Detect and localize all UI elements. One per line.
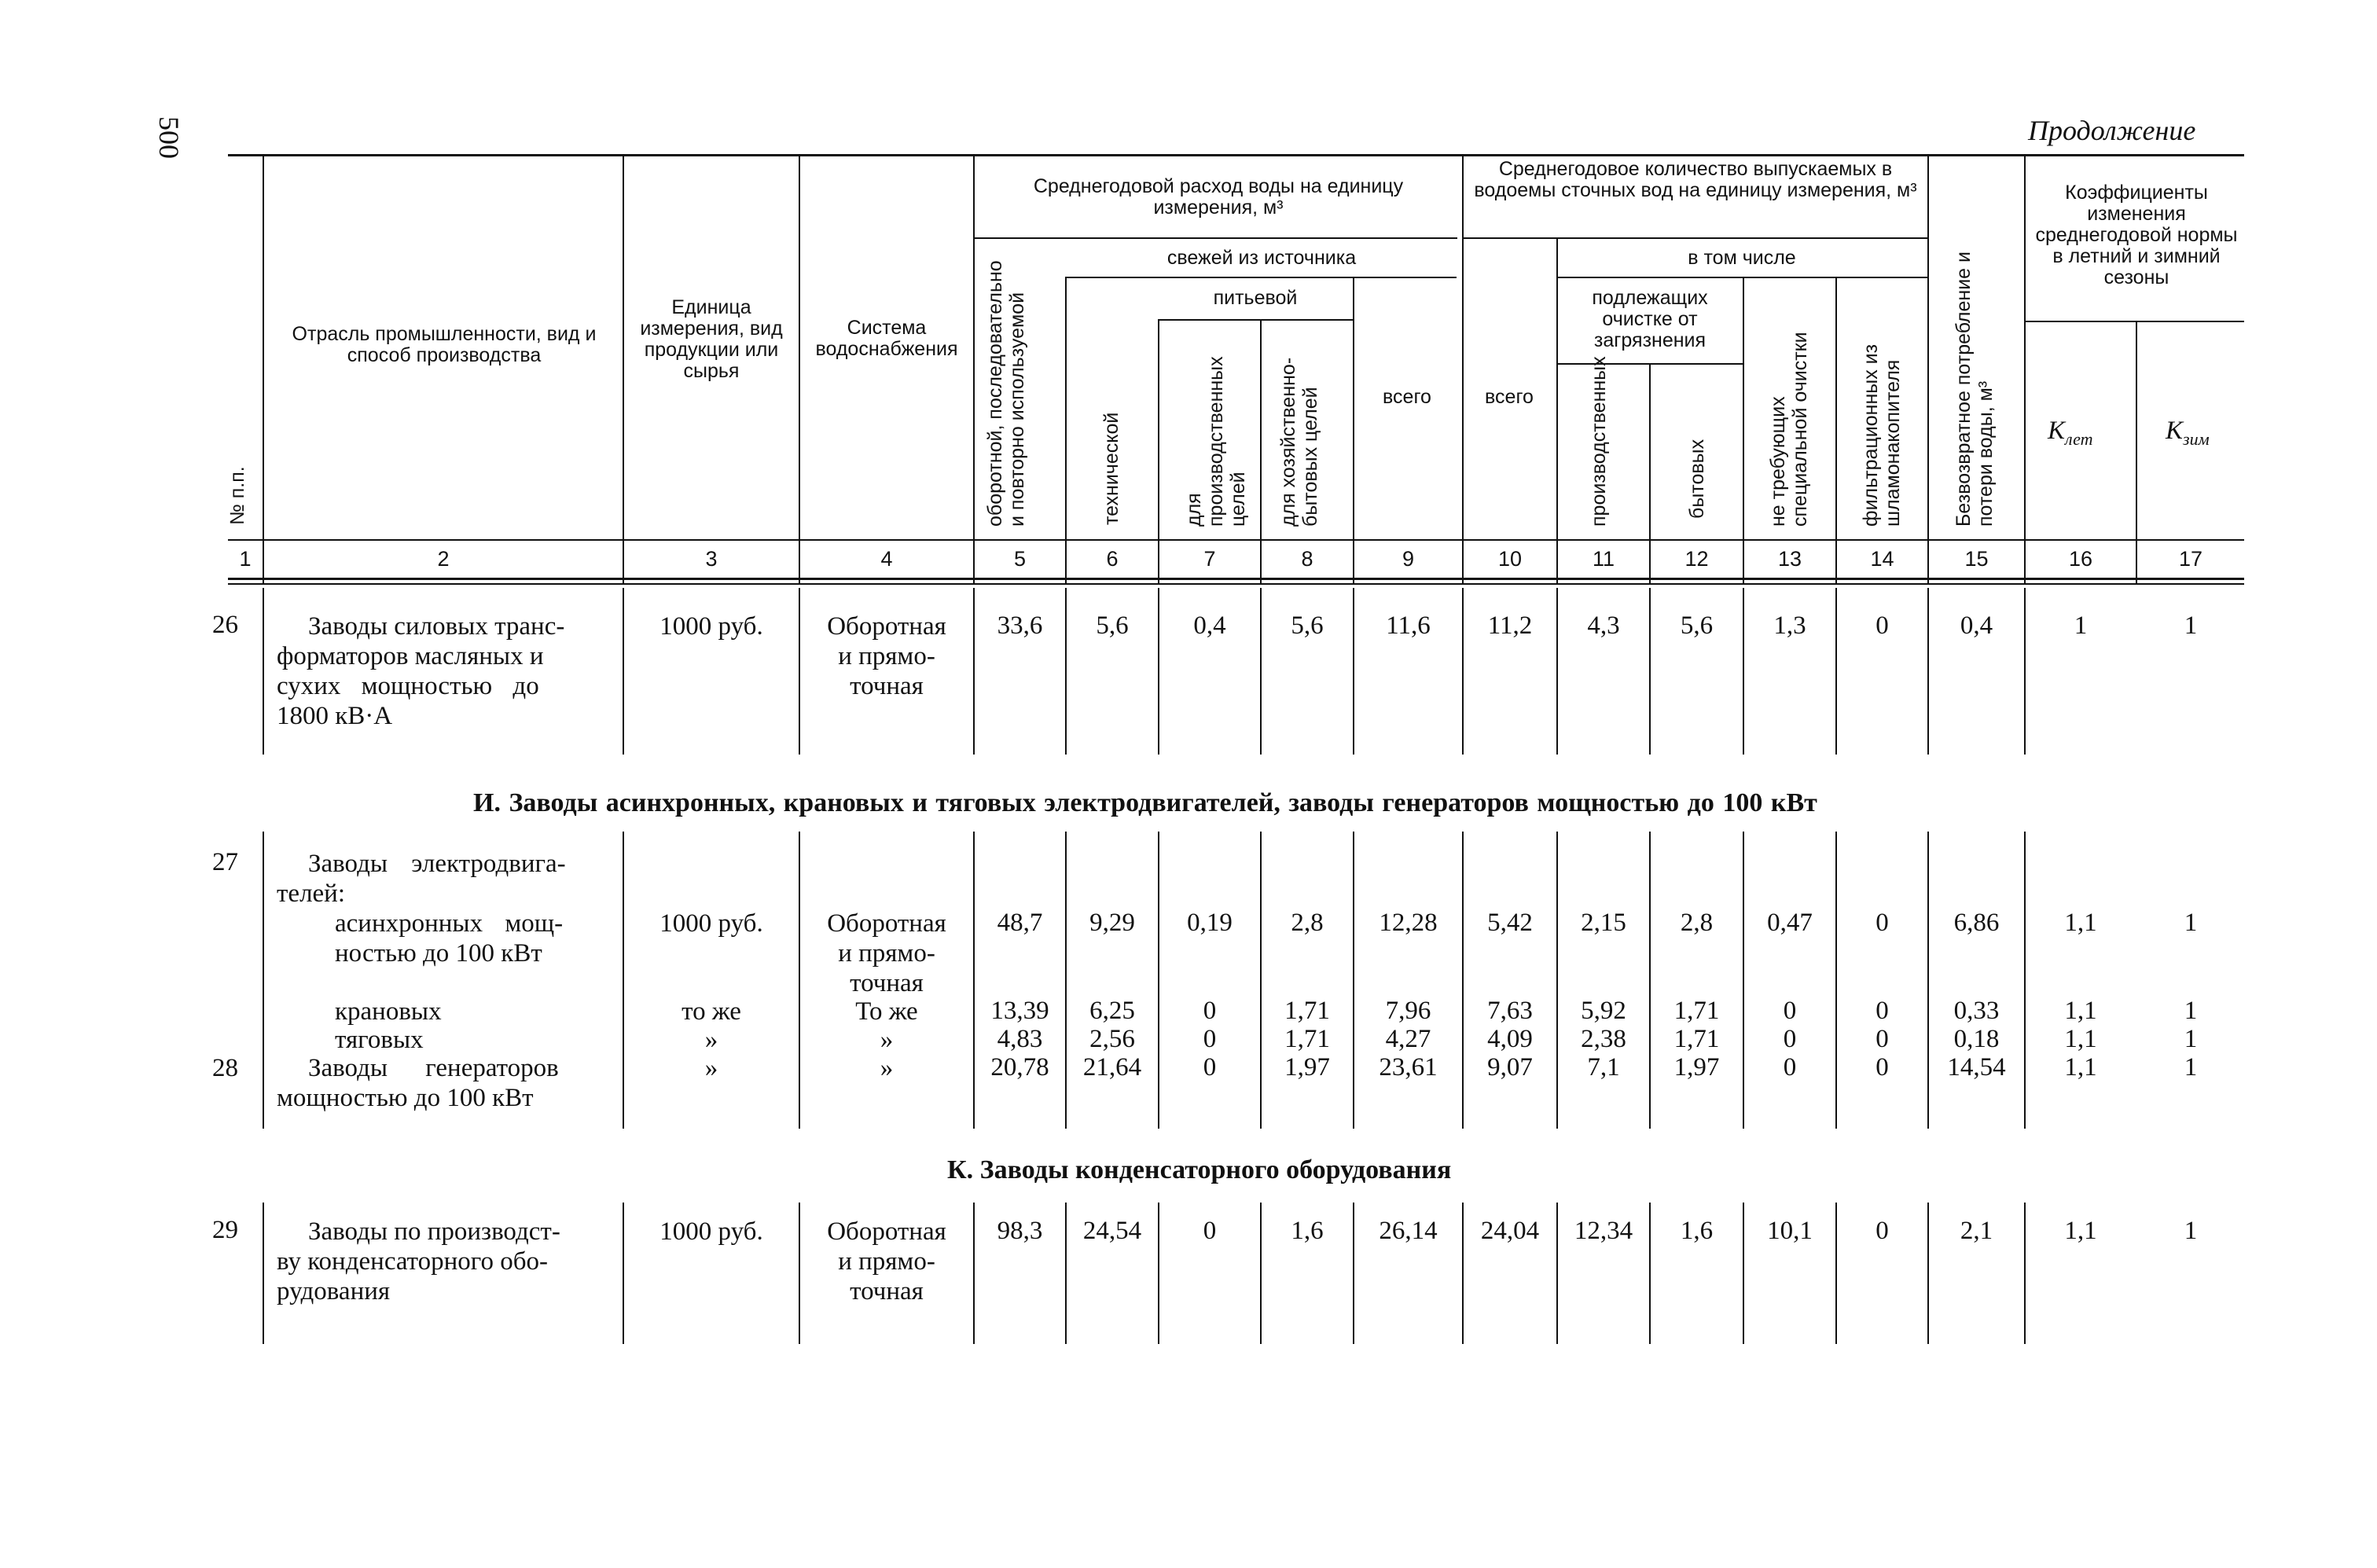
- value-cell: 1,97: [1673, 1053, 1720, 1081]
- value-cell: 1: [2184, 1025, 2198, 1053]
- header-col2: Отрасль промышленности, вид и способ производства: [292, 323, 597, 366]
- value-cell: 4,09: [1487, 1025, 1533, 1053]
- header-fresh: свежей из источника: [1166, 247, 1357, 269]
- value-cell: 24,04: [1480, 1217, 1540, 1245]
- value-cell: 1: [2184, 1053, 2198, 1081]
- value-cell: 9,07: [1487, 1053, 1533, 1081]
- header-col13: не требующих специальной очистки: [1767, 332, 1811, 527]
- value-cell: 1,6: [1291, 1217, 1324, 1245]
- value-cell: 0: [1783, 997, 1797, 1025]
- value-cell: 21,64: [1082, 1053, 1142, 1081]
- header-group-discharge: Среднегодовое количество выпускаемых в водоемы сточных вод на единицу измерения, м³: [1474, 158, 1917, 201]
- value-cell: 4,83: [997, 1025, 1043, 1053]
- row-name: крановых: [335, 997, 442, 1026]
- value-cell: 0: [1876, 1053, 1889, 1081]
- value-cell: 13,39: [990, 997, 1049, 1025]
- value-cell: 7,1: [1587, 1053, 1620, 1081]
- value-cell: 33,6: [997, 611, 1043, 640]
- value-cell: 0,33: [1953, 997, 2000, 1025]
- value-cell: 0: [1203, 1053, 1217, 1081]
- value-cell: 23,61: [1379, 1053, 1438, 1081]
- row-unit: 1000 руб.: [659, 909, 763, 938]
- value-cell: 12,34: [1574, 1217, 1633, 1245]
- value-cell: 5,92: [1581, 997, 1626, 1025]
- value-cell: 5,6: [1096, 611, 1129, 640]
- value-cell: 24,54: [1082, 1217, 1142, 1245]
- value-cell: 0,4: [1193, 611, 1226, 640]
- value-cell: 0: [1876, 909, 1889, 937]
- row-name: Заводы электродвига- телей:: [277, 850, 566, 908]
- header-col9: всего: [1383, 386, 1431, 408]
- header-to-clean: подлежащих очистке от загрязнения: [1592, 287, 1708, 351]
- row-system: »: [880, 1054, 894, 1082]
- header-col6: технической: [1100, 412, 1122, 525]
- value-cell: 1,6: [1680, 1217, 1714, 1245]
- header-group-consumption: Среднегодовой расход воды на единицу измерения, м³: [1033, 175, 1404, 218]
- row-unit: »: [704, 1054, 718, 1082]
- continuation-label: Продолжение: [2028, 115, 2196, 146]
- value-cell: 5,42: [1487, 909, 1533, 937]
- value-cell: 11,6: [1386, 611, 1431, 640]
- value-cell: 1,97: [1284, 1053, 1330, 1081]
- header-col15: Безвозвратное потребление и потери воды, м³: [1953, 252, 1997, 527]
- row-number: 27: [212, 848, 238, 876]
- value-cell: 1,71: [1284, 1025, 1330, 1053]
- header-col1: № п.п.: [226, 466, 248, 525]
- value-cell: 1,71: [1673, 1025, 1720, 1053]
- value-cell: 0,47: [1767, 909, 1813, 937]
- value-cell: 14,54: [1947, 1053, 2006, 1081]
- row-system: Оборотная и прямо- точная: [827, 1217, 946, 1305]
- value-cell: 2,1: [1960, 1217, 1993, 1245]
- row-name: Заводы генераторов мощностью до 100 кВт: [277, 1054, 559, 1112]
- value-cell: 5,6: [1680, 611, 1714, 640]
- value-cell: 4,3: [1587, 611, 1620, 640]
- value-cell: 1,1: [2064, 1053, 2097, 1081]
- value-cell: 0: [1876, 1217, 1889, 1245]
- value-cell: 1: [2184, 611, 2198, 640]
- value-cell: 1,71: [1673, 997, 1720, 1025]
- header-col7: для производственных целей: [1183, 356, 1249, 527]
- value-cell: 4,27: [1385, 1025, 1431, 1053]
- value-cell: 98,3: [997, 1217, 1043, 1245]
- header-col3: Единица измерения, вид продукции или сырья: [640, 296, 783, 382]
- section-heading: И. Заводы асинхронных, крановых и тяговых электродвигателей, заводы генераторов мощностью до 100 кВт: [473, 788, 1817, 817]
- value-cell: 1,1: [2064, 997, 2097, 1025]
- value-cell: 2,38: [1581, 1025, 1626, 1053]
- row-unit: »: [704, 1026, 718, 1054]
- section-heading: К. Заводы конденсаторного оборудования: [947, 1155, 1452, 1184]
- value-cell: 6,86: [1953, 909, 2000, 937]
- row-name: асинхронных мощ- ностью до 100 кВт: [335, 909, 564, 968]
- value-cell: 1,1: [2064, 1025, 2097, 1053]
- header-including: в том числе: [1688, 247, 1796, 269]
- value-cell: 10,1: [1767, 1217, 1813, 1245]
- row-name: Заводы силовых транс- форматоров масляных и сухих мощностью до 1800 кВ·А: [277, 612, 565, 730]
- value-cell: 1,3: [1773, 611, 1806, 640]
- row-system: То же: [855, 997, 918, 1026]
- value-cell: 1: [2074, 611, 2088, 640]
- row-number: 29: [212, 1216, 238, 1244]
- value-cell: 1,71: [1284, 997, 1330, 1025]
- value-cell: 1,1: [2064, 1217, 2097, 1245]
- value-cell: 0: [1876, 1025, 1889, 1053]
- value-cell: 2,15: [1581, 909, 1626, 937]
- header-col17: $K_{зим}$: [2166, 417, 2210, 449]
- header-col12: бытовых: [1686, 439, 1708, 519]
- value-cell: 0: [1876, 997, 1889, 1025]
- row-unit: 1000 руб.: [659, 612, 763, 641]
- value-cell: 0,19: [1187, 909, 1233, 937]
- value-cell: 9,29: [1089, 909, 1135, 937]
- header-col8: для хозяйственно-бытовых целей: [1277, 357, 1321, 527]
- row-number: 28: [212, 1054, 238, 1082]
- value-cell: 26,14: [1379, 1217, 1438, 1245]
- header-col4: Система водоснабжения: [815, 317, 958, 360]
- row-unit: 1000 руб.: [659, 1217, 763, 1246]
- value-cell: 7,63: [1487, 997, 1533, 1025]
- value-cell: 1: [2184, 997, 2198, 1025]
- value-cell: 48,7: [997, 909, 1043, 937]
- value-cell: 6,25: [1089, 997, 1135, 1025]
- row-name: Заводы по производст- ву конденсаторного обо- рудования: [277, 1217, 560, 1305]
- value-cell: 2,8: [1680, 909, 1714, 937]
- value-cell: 1,1: [2064, 909, 2097, 937]
- value-cell: 20,78: [990, 1053, 1049, 1081]
- row-name: тяговых: [335, 1026, 424, 1054]
- header-col10: всего: [1485, 386, 1534, 408]
- value-cell: 12,28: [1379, 909, 1438, 937]
- row-number: 26: [212, 611, 238, 639]
- value-cell: 5,6: [1291, 611, 1324, 640]
- header-coeff: Коэффициенты изменения среднегодовой нормы в летний и зимний сезоны: [2035, 182, 2238, 288]
- row-system: »: [880, 1026, 894, 1054]
- value-cell: 0,4: [1960, 611, 1993, 640]
- row-system: Оборотная и прямо- точная: [827, 612, 946, 700]
- value-cell: 11,2: [1487, 611, 1533, 640]
- value-cell: 0: [1876, 611, 1889, 640]
- value-cell: 0: [1783, 1025, 1797, 1053]
- value-cell: 0: [1203, 1217, 1217, 1245]
- value-cell: 0,18: [1953, 1025, 2000, 1053]
- header-col16: $K_{лет}$: [2048, 417, 2093, 449]
- header-col14: фильтрационных из шламонакопителя: [1860, 343, 1904, 527]
- value-cell: 1: [2184, 909, 2198, 937]
- value-cell: 2,56: [1089, 1025, 1135, 1053]
- value-cell: 7,96: [1385, 997, 1431, 1025]
- header-potable: питьевой: [1213, 287, 1298, 309]
- header-col5: оборотной, последовательно и повторно используемой: [984, 260, 1028, 527]
- value-cell: 0: [1783, 1053, 1797, 1081]
- row-system: Оборотная и прямо- точная: [827, 909, 946, 997]
- row-unit: то же: [682, 997, 741, 1026]
- value-cell: 2,8: [1291, 909, 1324, 937]
- value-cell: 0: [1203, 1025, 1217, 1053]
- value-cell: 0: [1203, 997, 1217, 1025]
- header-col11: производственных: [1588, 356, 1610, 527]
- page-number: 500: [153, 116, 185, 159]
- value-cell: 1: [2184, 1217, 2198, 1245]
